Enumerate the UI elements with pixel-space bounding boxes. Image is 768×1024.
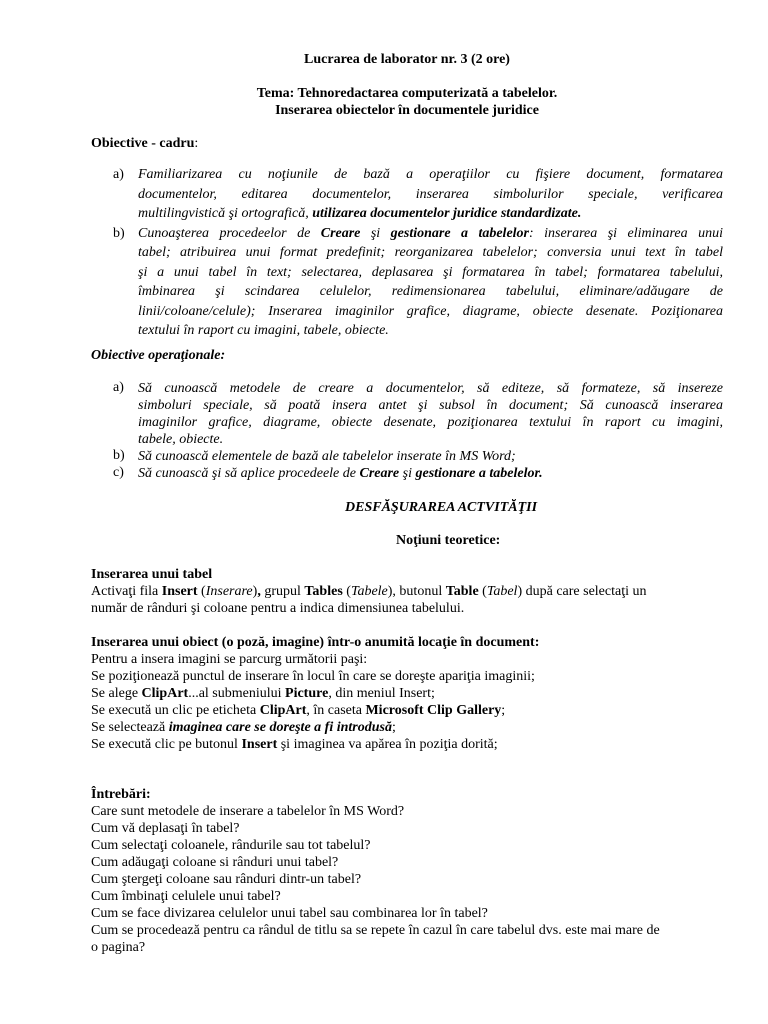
intrebare-item: Cum îmbinaţi celulele unui tabel? (91, 889, 281, 904)
inserare-tabel-heading: Inserarea unui tabel (91, 567, 213, 582)
obj-a-line-2: documentelor, editarea documentelor, inserarea simbolurilor speciale, verificarea (138, 187, 723, 202)
notiuni-heading: Noţiuni teoretice: (396, 533, 501, 548)
inserare-obiect-line-2: Se poziţionează punctul de inserare în locul în care se doreşte apariţia imaginii; (91, 669, 535, 684)
inserare-tabel-line-1: Activaţi fila Insert (Inserare), grupul Tables (Tabele), butonul Table (Tabel) după care selectaţi un (91, 584, 647, 599)
intrebare-item: Cum ştergeţi coloane sau rânduri dintr-un tabel? (91, 872, 362, 887)
inserare-tabel-line-2: număr de rânduri şi coloane pentru a indica dimensiunea tabelului. (91, 601, 465, 616)
obiective-cadru-heading: Obiective - cadru: (91, 136, 199, 151)
inserare-obiect-heading: Inserarea unui obiect (o poză, imagine) într-o anumită locaţie în document: (91, 635, 540, 650)
obj-b-line-3: şi a unui tabel în text; selectarea, deplasarea şi formatarea în tabel; formatarea tabelului, (138, 265, 723, 280)
intrebare-item: Cum adăugaţi coloane si rânduri unui tabel? (91, 855, 339, 870)
lab-title: Lucrarea de laborator nr. 3 (2 ore) (304, 52, 510, 67)
intrebare-item: o pagina? (91, 940, 146, 955)
op-b-line: Să cunoască elementele de bază ale tabelelor inserate în MS Word; (138, 449, 516, 464)
obj-b-line-4: îmbinarea şi scindarea celulelor, redimensionarea tabelului, eliminare/adăugare de (138, 284, 723, 299)
inserare-obiect-line-5: Se selectează imaginea care se doreşte a fi introdusă; (91, 720, 396, 735)
op-c-line: Să cunoască şi să aplice procedeele de Creare şi gestionare a tabelelor. (138, 466, 543, 481)
intrebare-item: Cum se face divizarea celulelor unui tabel sau combinarea lor în tabel? (91, 906, 488, 921)
intrebari-heading: Întrebări: (91, 787, 151, 802)
inserare-obiect-line-6: Se execută clic pe butonul Insert şi imaginea va apărea în poziţia dorită; (91, 737, 498, 752)
op-a-line-4: tabele, obiecte. (138, 432, 224, 447)
obj-a-line-1: Familiarizarea cu noţiunile de bază a operaţiilor cu fişiere document, formatarea (138, 167, 723, 182)
intrebare-item: Cum selectaţi coloanele, rândurile sau tot tabelul? (91, 838, 371, 853)
theme-line-1: Tema: Tehnoredactarea computerizată a tabelelor. (256, 86, 558, 101)
intrebare-item: Care sunt metodele de inserare a tabelelor în MS Word? (91, 804, 405, 819)
op-b-label: b) (113, 448, 125, 463)
inserare-obiect-line-4: Se execută un clic pe eticheta ClipArt, în caseta Microsoft Clip Gallery; (91, 703, 506, 718)
obj-a-label: a) (113, 167, 124, 182)
obiective-operationale-heading: Obiective operaţionale: (91, 348, 226, 363)
intrebare-item: Cum se procedează pentru ca rândul de titlu sa se repete în cazul în care tabelul dvs. este mai mare de (91, 923, 660, 938)
obj-b-line-1: Cunoaşterea procedeelor de Creare şi gestionare a tabelelor: inserarea şi eliminarea unui (138, 226, 723, 241)
intrebare-item: Cum vă deplasaţi în tabel? (91, 821, 240, 836)
op-a-line-2: simboluri speciale, să poată insera antet şi subsol în document; Să cunoască inserarea (138, 398, 723, 413)
obj-b-line-6: textului în raport cu imagini, tabele, obiecte. (138, 323, 389, 338)
op-a-line-1: Să cunoască metodele de creare a documentelor, să editeze, să formateze, să insereze (138, 381, 723, 396)
obj-a-line-3: multilingvistică şi ortografică, utilizarea documentelor juridice standardizate. (138, 206, 582, 221)
obj-b-line-5: linii/coloane/celule); Inserarea imaginilor grafice, diagrame, obiecte desenate. Poziţionarea (138, 304, 723, 319)
theme-line-2: Inserarea obiectelor în documentele juridice (275, 103, 539, 118)
op-c-label: c) (113, 465, 124, 480)
inserare-obiect-line-1: Pentru a insera imagini se parcurg următorii paşi: (91, 652, 368, 667)
desfasurarea-heading: DESFĂŞURAREA ACTVITĂŢII (345, 500, 538, 515)
op-a-label: a) (113, 380, 124, 395)
op-a-line-3: imaginilor grafice, diagrame, obiecte desenate, poziţionarea textului în raport cu imagini, (138, 415, 723, 430)
inserare-obiect-line-3: Se alege ClipArt...al submeniului Picture, din meniul Insert; (91, 686, 435, 701)
obj-b-label: b) (113, 226, 125, 241)
obj-b-line-2: tabel; atribuirea unui format predefinit; reorganizarea tabelelor; conversia unui text în tabel (138, 245, 723, 260)
